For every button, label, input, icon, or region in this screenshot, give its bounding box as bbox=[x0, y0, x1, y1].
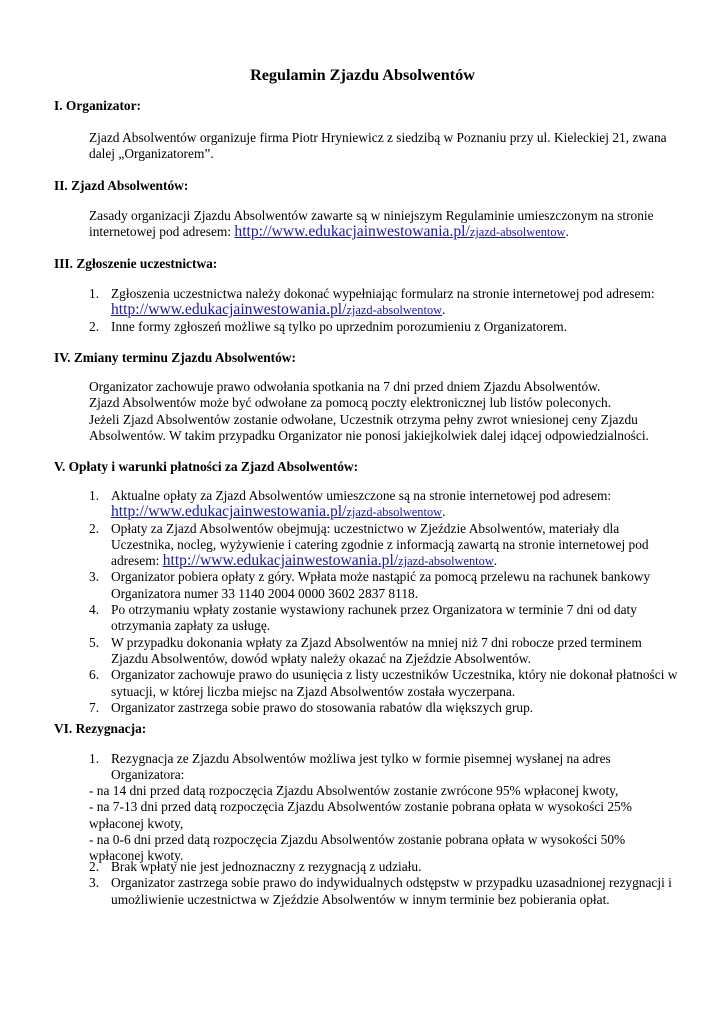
list-item: 2. Opłaty za Zjazd Absolwentów obejmują: uczestnictwo w Zjeździe Absolwentów, materiały dla Uczestnika, nocleg, wyżywienie i catering zgodnie z informacją zawartą na stronie internetowej pod adresem: http://www.edukacjainwestowania.pl/zjazd-absolwentow. bbox=[89, 520, 649, 570]
list-item: 7. Organizator zastrzega sobie prawo do stosowania rabatów dla większych grup. bbox=[89, 699, 534, 715]
list-item: 1. Zgłoszenia uczestnictwa należy dokonać wypełniając formularz na stronie internetowej pod adresem: http://www.edukacjainwestowania.pl/zjazd-absolwentow. bbox=[89, 286, 655, 319]
list-item: 1. Aktualne opłaty za Zjazd Absolwentów umieszczone są na stronie internetowej pod adresem: http://www.edukacjainwestowania.pl/zjazd-absolwentow. bbox=[89, 488, 612, 521]
services-link[interactable]: http://www.edukacjainwestowania.pl/zjazd-absolwentow bbox=[162, 552, 494, 570]
section-3-heading: III. Zgłoszenie uczestnictwa: bbox=[54, 256, 218, 271]
section-6-item-1 bbox=[89, 751, 679, 784]
fees-link[interactable]: http://www.edukacjainwestowania.pl/zjazd-absolwentow bbox=[111, 503, 443, 521]
section-2-text: Zasady organizacji Zjazdu Absolwentów zawarte są w niniejszym Regulaminie umieszczonym na stronie internetowej pod adresem: bbox=[89, 208, 654, 240]
document-title: Regulamin Zjazdu Absolwentów bbox=[250, 66, 475, 84]
section-6-heading: VI. Rezygnacja: bbox=[54, 721, 147, 736]
section-6-items bbox=[89, 859, 679, 908]
section-2-paragraph: Zasady organizacji Zjazdu Absolwentów zawarte są w niniejszym Regulaminie umieszczonym na stronie internetowej pod adresem: http://www.edukacjainwestowania.pl/zjazd-absolwentow. bbox=[89, 208, 654, 241]
section-3-list bbox=[89, 286, 679, 335]
list-item: 6. Organizator zachowuje prawo do usunięcia z listy uczestników Uczestnika, który nie dokonał płatności w sytuacji, w której liczba miejsc na Zjazd Absolwentów została wyczerpana. bbox=[89, 667, 678, 699]
refund-rules bbox=[89, 783, 679, 864]
list-item: 5. W przypadku dokonania wpłaty za Zjazd Absolwentów na mniej niż 7 dni robocze przed terminem Zjazdu Absolwentów, dowód wpłaty należy okazać na Zjeździe Absolwentów. bbox=[89, 634, 642, 666]
list-item: 2. Brak wpłaty nie jest jednoznaczny z rezygnacją z udziału. bbox=[89, 859, 422, 874]
refund-rule: - na 7-13 dni przed datą rozpoczęcia Zjazdu Absolwentów zostanie pobrana opłata w wysokości 25% wpłaconej kwoty, bbox=[89, 799, 632, 831]
list-item: 3. Organizator zastrzega sobie prawo do indywidualnych odstępstw w przypadku uzasadnionej rezygnacji i umożliwienie uczestnictwa w Zjeździe Absolwentów w innym terminie bez pobierania opłat. bbox=[89, 875, 672, 907]
section-4-heading: IV. Zmiany terminu Zjazdu Absolwentów: bbox=[54, 350, 296, 365]
section-5-list bbox=[89, 488, 679, 716]
refund-rule: - na 14 dni przed datą rozpoczęcia Zjazdu Absolwentów zostanie zwrócone 95% wpłaconej kwoty, bbox=[89, 783, 619, 798]
list-item: 3. Organizator pobiera opłaty z góry. Wpłata może nastąpić za pomocą przelewu na rachunek bankowy Organizatora numer 33 1140 2004 0000 3602 2837 8118. bbox=[89, 569, 651, 601]
section-1-heading: I. Organizator: bbox=[54, 98, 142, 113]
section-4-text: Organizator zachowuje prawo odwołania spotkania na 7 dni przed dniem Zjazdu Absolwentów. Zjazd Absolwentów może być odwołane za pomocą poczty elektronicznej lub listów poleconych. Jeżeli Zjazd Absolwentów zostanie odwołane, Uczestnik otrzyma pełny zwrot wniesionej ceny Zjazdu Absolwentów. W takim przypadku Organizator nie ponosi jakiejkolwiek dalej idącej odpowiedzialności. bbox=[89, 379, 649, 443]
refund-rule: - na 0-6 dni przed datą rozpoczęcia Zjazdu Absolwentów zostanie pobrana opłata w wysokości 50% wpłaconej kwoty. bbox=[89, 831, 626, 864]
regulamin-link[interactable]: http://www.edukacjainwestowania.pl/zjazd-absolwentow bbox=[234, 223, 566, 241]
section-2-heading: II. Zjazd Absolwentów: bbox=[54, 178, 189, 193]
list-item: 2. Inne formy zgłoszeń możliwe są tylko po uprzednim porozumieniu z Organizatorem. bbox=[89, 318, 568, 334]
list-item: 1. Rezygnacja ze Zjazdu Absolwentów możliwa jest tylko w formie pisemnej wysłanej na adres Organizatora: bbox=[89, 751, 611, 783]
section-1-text: Zjazd Absolwentów organizuje firma Piotr Hryniewicz z siedzibą w Poznaniu przy ul. Kieleckiej 21, zwana dalej „Organizatorem”. bbox=[89, 130, 667, 162]
section-5-heading: V. Opłaty i warunki płatności za Zjazd Absolwentów: bbox=[54, 459, 359, 474]
registration-form-link[interactable]: http://www.edukacjainwestowania.pl/zjazd-absolwentow bbox=[111, 301, 443, 319]
list-item: 4. Po otrzymaniu wpłaty zostanie wystawiony rachunek przez Organizatora w terminie 7 dni od daty otrzymania zapłaty za usługę. bbox=[89, 602, 637, 634]
